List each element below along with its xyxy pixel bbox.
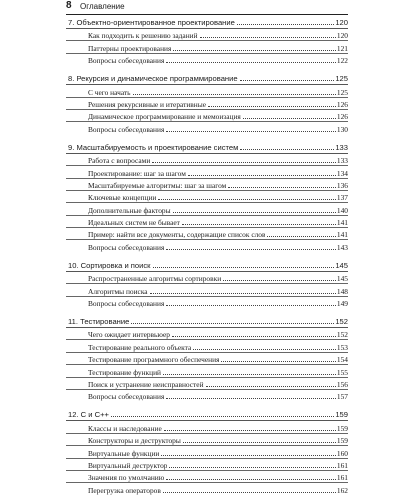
section-page-number: 126 <box>336 99 348 109</box>
dot-leader <box>163 492 336 493</box>
chapter-title: 12. C и C++ <box>68 410 109 420</box>
section-title: Решения рекурсивные и итеративные <box>88 99 206 109</box>
section-title: Тестирование функций <box>88 367 161 377</box>
section-title: С чего начать <box>88 87 131 97</box>
dot-leader <box>163 374 336 375</box>
section-title: Ключевые концепции <box>88 193 157 203</box>
dot-leader <box>206 386 336 387</box>
toc-section-row[interactable] <box>66 459 348 471</box>
dot-leader <box>166 62 336 63</box>
section-page-number: 145 <box>336 274 348 284</box>
toc-section-row[interactable] <box>66 434 348 446</box>
dot-leader <box>267 236 335 237</box>
toc-section-row[interactable] <box>66 54 348 65</box>
dot-leader <box>183 442 336 443</box>
section-title: Тестирование реального объекта <box>88 342 192 352</box>
section-page-number: 133 <box>336 156 348 166</box>
toc-section-row[interactable] <box>66 110 348 122</box>
section-page-number: 156 <box>336 379 348 389</box>
toc-section-row[interactable] <box>66 228 348 240</box>
section-page-number: 162 <box>336 485 348 495</box>
section-title: Проектирование: шаг за шагом <box>88 168 186 178</box>
section-title: Вопросы собеседования <box>88 392 165 402</box>
dot-leader <box>152 162 336 163</box>
toc-section-row[interactable] <box>66 166 348 178</box>
section-title: Дополнительные факторы <box>88 205 171 215</box>
toc-section-row[interactable] <box>66 122 348 133</box>
section-page-number: 154 <box>336 355 348 365</box>
chapter-page-number: 152 <box>335 317 348 327</box>
dot-leader <box>111 416 334 417</box>
toc-section-row[interactable] <box>66 365 348 377</box>
toc-section-row[interactable] <box>66 284 348 296</box>
toc-section-row[interactable] <box>66 154 348 166</box>
section-page-number: 155 <box>336 367 348 377</box>
section-page-number: 137 <box>336 193 348 203</box>
section-title: Поиск и устранение неисправностей <box>88 379 204 389</box>
section-page-number: 161 <box>336 460 348 470</box>
section-title: Паттерны проектирования <box>88 43 172 53</box>
toc-section-row[interactable] <box>66 328 348 340</box>
section-page-number: 157 <box>336 392 348 402</box>
section-title: Вопросы собеседования <box>88 299 165 309</box>
dot-leader <box>172 336 336 337</box>
toc-section-row[interactable] <box>66 471 348 483</box>
dot-leader <box>243 118 336 119</box>
toc-chapter-row[interactable] <box>66 257 348 270</box>
section-title: Чего ожидает интервьюер <box>88 330 170 340</box>
toc-section-row[interactable] <box>66 272 348 284</box>
section-title: Вопросы собеседования <box>88 56 165 66</box>
section-title: Значения по умолчанию <box>88 473 165 483</box>
chapter-page-number: 133 <box>335 142 348 152</box>
toc-section-row[interactable] <box>66 483 348 494</box>
section-title: Вопросы собеседования <box>88 124 165 134</box>
dot-leader <box>166 398 336 399</box>
section-page-number: 141 <box>336 230 348 240</box>
toc-section-row[interactable] <box>66 191 348 203</box>
section-page-number: 152 <box>336 330 348 340</box>
section-title: Распространенные алгоритмы сортировки <box>88 274 222 284</box>
dot-leader <box>166 249 336 250</box>
toc-section-row[interactable] <box>66 353 348 365</box>
toc-chapter-row[interactable] <box>66 313 348 326</box>
section-page-number: 143 <box>336 242 348 252</box>
section-page-number: 141 <box>336 218 348 228</box>
section-page-number: 161 <box>336 473 348 483</box>
dot-leader <box>240 149 334 150</box>
dot-leader <box>237 24 335 25</box>
chapter-title: 11. Тестирование <box>68 317 130 327</box>
dot-leader <box>164 430 336 431</box>
chapter-page-number: 159 <box>335 410 348 420</box>
toc-chapter <box>66 401 348 494</box>
dot-leader <box>161 455 336 456</box>
section-title: Идеальных систем не бывает <box>88 218 180 228</box>
toc-chapter <box>66 65 348 134</box>
chapter-page-number: 125 <box>335 74 348 84</box>
dot-leader <box>221 361 335 362</box>
section-list <box>66 421 348 494</box>
section-page-number: 121 <box>336 43 348 53</box>
section-title: Алгоритмы поиска <box>88 286 148 296</box>
dot-leader <box>158 199 336 200</box>
toc-section-row[interactable] <box>66 179 348 191</box>
section-title: Вопросы собеседования <box>88 242 165 252</box>
chapter-title: 10. Сортировка и поиск <box>68 260 151 270</box>
dot-leader <box>131 323 334 324</box>
dot-leader <box>166 305 336 306</box>
section-page-number: 126 <box>336 112 348 122</box>
section-page-number: 153 <box>336 342 348 352</box>
section-page-number: 122 <box>336 56 348 66</box>
toc-section-row[interactable] <box>66 297 348 308</box>
section-list <box>66 272 348 308</box>
dot-leader <box>208 106 336 107</box>
chapter-page-number: 120 <box>335 18 348 27</box>
running-title: Оглавление <box>80 2 125 11</box>
dot-leader <box>240 80 335 81</box>
section-title: Масштабируемые алгоритмы: шаг за шагом <box>88 180 227 190</box>
section-title: Тестирование программного обеспечения <box>88 355 220 365</box>
section-list <box>66 29 348 65</box>
toc-section-row[interactable] <box>66 378 348 390</box>
section-title: Пример: найти все документы, содержащие список слов <box>88 230 266 240</box>
toc-section-row[interactable] <box>66 240 348 251</box>
toc-chapter-row[interactable] <box>66 70 348 83</box>
section-title: Классы и наследование <box>88 423 162 433</box>
toc-chapter-row[interactable] <box>66 406 348 419</box>
toc-chapter <box>66 308 348 401</box>
section-list <box>66 85 348 134</box>
section-page-number: 130 <box>336 124 348 134</box>
dot-leader <box>133 94 336 95</box>
section-page-number: 160 <box>336 448 348 458</box>
section-page-number: 140 <box>336 205 348 215</box>
section-list <box>66 154 348 252</box>
page-number: 8 <box>66 0 72 11</box>
chapter-title: 8. Рекурсия и динамическое программирование <box>68 74 238 84</box>
running-head <box>66 0 348 15</box>
toc-section-row[interactable] <box>66 29 348 41</box>
toc-section-row[interactable] <box>66 340 348 352</box>
section-page-number: 136 <box>336 180 348 190</box>
toc-chapter-row[interactable] <box>66 139 348 152</box>
dot-leader <box>153 267 335 268</box>
chapter-title: 7. Объектно-ориентированное проектирование <box>68 18 235 27</box>
toc-chapter <box>66 134 348 252</box>
dot-leader <box>166 131 336 132</box>
section-title: Конструкторы и деструкторы <box>88 436 181 446</box>
toc-section-row[interactable] <box>66 421 348 433</box>
chapter-title: 9. Масштабируемость и проектирование систем <box>68 142 239 152</box>
dot-leader <box>173 212 336 213</box>
section-page-number: 149 <box>336 299 348 309</box>
section-page-number: 159 <box>336 423 348 433</box>
dot-leader <box>166 479 336 480</box>
toc-section-row[interactable] <box>66 203 348 215</box>
section-page-number: 148 <box>336 286 348 296</box>
section-page-number: 159 <box>336 436 348 446</box>
section-page-number: 125 <box>336 87 348 97</box>
section-title: Работа с вопросами <box>88 156 151 166</box>
dot-leader <box>182 224 336 225</box>
toc-chapter-row[interactable] <box>66 14 348 27</box>
section-list <box>66 328 348 401</box>
chapter-page-number: 145 <box>335 260 348 270</box>
toc-section-row[interactable] <box>66 98 348 110</box>
section-title: Как подходить к решению заданий <box>88 31 198 41</box>
section-page-number: 134 <box>336 168 348 178</box>
toc-chapter <box>66 14 348 65</box>
dot-leader <box>188 175 336 176</box>
toc-section-row[interactable] <box>66 85 348 97</box>
section-title: Перегрузка операторов <box>88 485 161 495</box>
section-title: Виртуальные функции <box>88 448 160 458</box>
section-page-number: 120 <box>336 31 348 41</box>
dot-leader <box>169 467 335 468</box>
toc-section-row[interactable] <box>66 216 348 228</box>
toc-section-row[interactable] <box>66 390 348 401</box>
dot-leader <box>200 37 336 38</box>
table-of-contents <box>66 14 348 495</box>
dot-leader <box>150 293 336 294</box>
section-title: Динамическое программирование и мемоизация <box>88 112 241 122</box>
dot-leader <box>228 187 336 188</box>
toc-section-row[interactable] <box>66 41 348 53</box>
dot-leader <box>223 280 336 281</box>
toc-chapter <box>66 252 348 308</box>
section-title: Виртуальный деструктор <box>88 460 168 470</box>
toc-section-row[interactable] <box>66 446 348 458</box>
dot-leader <box>173 50 336 51</box>
dot-leader <box>193 349 336 350</box>
